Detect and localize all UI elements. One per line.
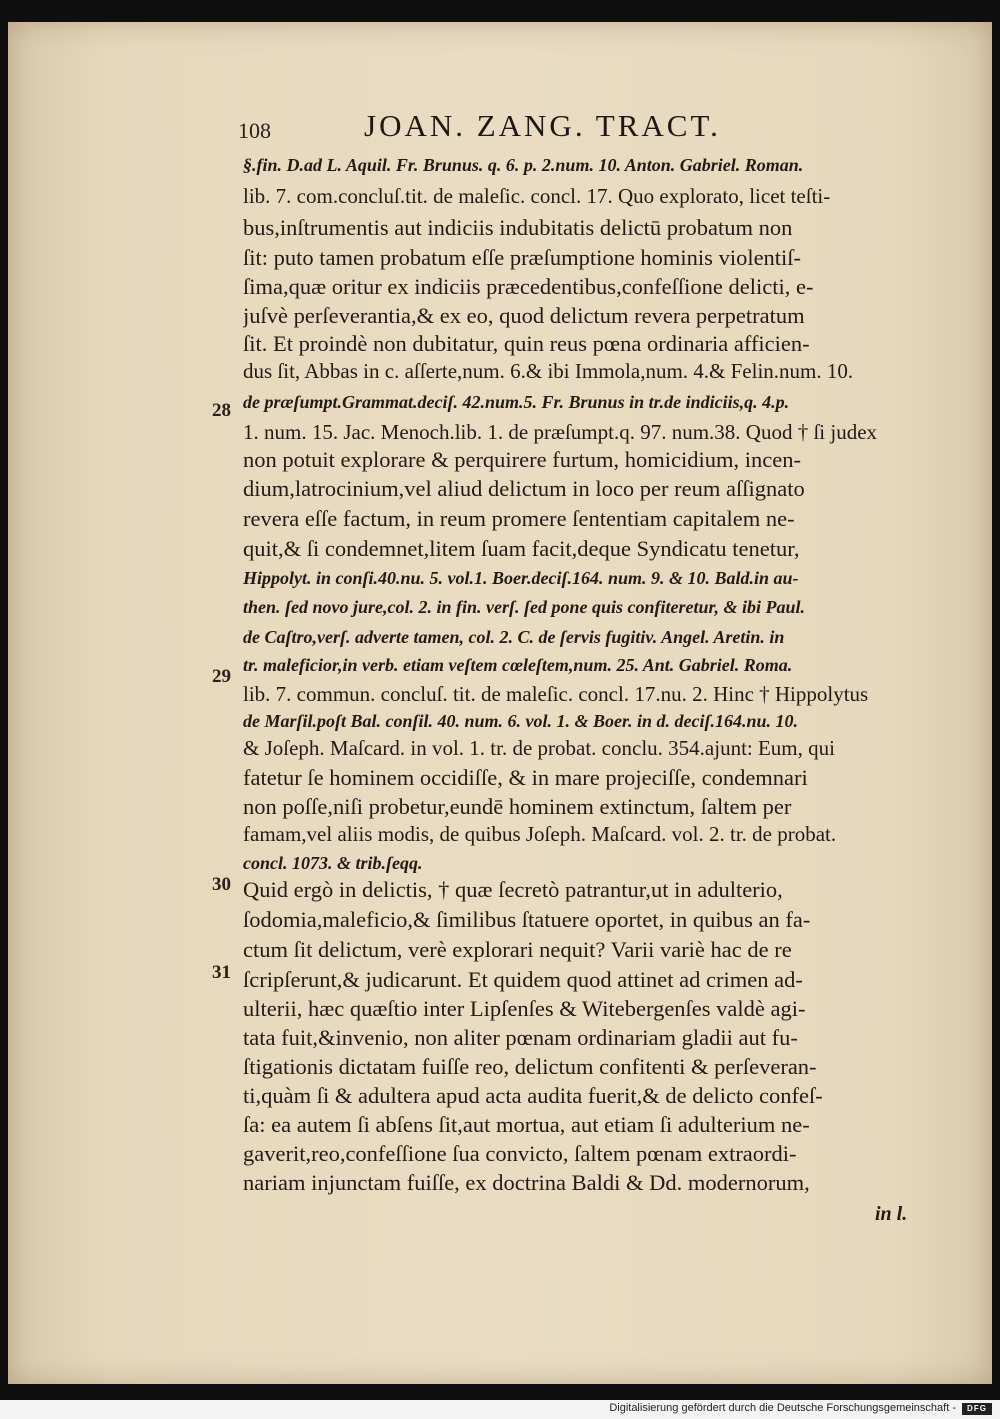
text-line: nariam injunctam fuiſſe, ex doctrina Baldi & Dd. modernorum, bbox=[243, 1170, 810, 1195]
text-line: & Joſeph. Maſcard. in vol. 1. tr. de probat. conclu. 354.ajunt: Eum, qui bbox=[243, 736, 835, 760]
text-line: fatetur ſe hominem occidiſſe, & in mare projeciſſe, condemnari bbox=[243, 765, 808, 790]
text-line: bus,inſtrumentis aut indiciis indubitatis delictū probatum non bbox=[243, 215, 793, 240]
text-line: Quid ergò in delictis, † quæ ſecretò patrantur,ut in adulterio, bbox=[243, 877, 783, 902]
margin-number: 31 bbox=[212, 962, 231, 983]
funding-notice: Digitalisierung gefördert durch die Deutsche Forschungsgemeinschaft - bbox=[609, 1402, 956, 1414]
text-line: de Marſil.poſt Bal. conſil. 40. num. 6. vol. 1. & Boer. in d. deciſ.164.nu. 10. bbox=[243, 711, 799, 731]
text-line: gaverit,reo,confeſſione ſua convicto, ſaltem pœnam extraordi- bbox=[243, 1141, 797, 1166]
text-line: non potuit explorare & perquirere furtum, homicidium, incen- bbox=[243, 447, 801, 472]
text-line: ſima,quæ oritur ex indiciis præcedentibus,confeſſione delicti, e- bbox=[243, 274, 814, 299]
text-line: lib. 7. commun. concluſ. tit. de maleſic. concl. 17.nu. 2. Hinc † Hippolytus bbox=[243, 682, 869, 706]
text-line: ſcripſerunt,& judicarunt. Et quidem quod attinet ad crimen ad- bbox=[243, 967, 803, 992]
running-head bbox=[232, 108, 792, 148]
margin-number: 30 bbox=[212, 874, 231, 895]
text-line: 1. num. 15. Jac. Menoch.lib. 1. de præſumpt.q. 97. num.38. Quod † ſi judex bbox=[243, 420, 878, 444]
text-line: ulterii, hæc quæſtio inter Lipſenſes & Witebergenſes valdè agi- bbox=[243, 996, 806, 1021]
text-line: ctum ſit delictum, verè explorari nequit? Varii variè hac de re bbox=[243, 937, 792, 962]
text-line: ſodomia,maleficio,& ſimilibus ſtatuere oportet, in quibus an fa- bbox=[243, 907, 811, 932]
text-line: ſit. Et proindè non dubitatur, quin reus pœna ordinaria afficien- bbox=[243, 331, 810, 356]
text-line: then. ſed novo jure,col. 2. in fin. verſ. ſed pone quis confiteretur, & ibi Paul. bbox=[243, 597, 805, 617]
text-line: tr. maleficior,in verb. etiam veſtem cœleſtem,num. 25. Ant. Gabriel. Roma. bbox=[243, 655, 793, 675]
text-line: quit,& ſi condemnet,litem ſuam facit,deque Syndicatu tenetur, bbox=[243, 536, 800, 561]
text-line: dus ſit, Abbas in c. aſſerte,num. 6.& ibi Immola,num. 4.& Felin.num. 10. bbox=[243, 359, 854, 383]
text-line: ſit: puto tamen probatum eſſe præſumptione hominis violentiſ- bbox=[243, 245, 802, 270]
text-line: dium,latrocinium,vel aliud delictum in loco per reum aſſignato bbox=[243, 476, 805, 501]
text-line: revera eſſe factum, in reum promere ſententiam capitalem ne- bbox=[243, 506, 795, 531]
text-line: tata fuit,&invenio, non aliter pœnam ordinariam gladii aut fu- bbox=[243, 1025, 798, 1050]
text-line: juſvè perſeverantia,& ex eo, quod delictum revera perpetratum bbox=[243, 303, 805, 328]
text-line: concl. 1073. & trib.ſeqq. bbox=[243, 853, 423, 873]
footer-bar bbox=[0, 1400, 1000, 1419]
text-line: lib. 7. com.concluſ.tit. de maleſic. concl. 17. Quo explorato, licet teſti- bbox=[243, 184, 831, 208]
text-line: ti,quàm ſi & adultera apud acta audita fuerit,& de delicto confeſ- bbox=[243, 1083, 823, 1108]
running-title: JOAN. ZANG. TRACT. bbox=[364, 108, 721, 143]
margin-number: 28 bbox=[212, 400, 231, 421]
text-line: ſtigationis dictatam fuiſſe reo, delictum confitenti & perſeveran- bbox=[243, 1054, 817, 1079]
text-line: non poſſe,niſi probetur,eundē hominem extinctum, ſaltem per bbox=[243, 794, 792, 819]
text-line: famam,vel aliis modis, de quibus Joſeph. Maſcard. vol. 2. tr. de probat. bbox=[243, 822, 837, 846]
dfg-logo: DFG bbox=[962, 1403, 992, 1415]
page-number: 108 bbox=[238, 118, 271, 143]
text-line: Hippolyt. in conſi.40.nu. 5. vol.1. Boer.deciſ.164. num. 9. & 10. Bald.in au- bbox=[243, 568, 799, 588]
margin-number: 29 bbox=[212, 666, 231, 687]
catchword: in l. bbox=[875, 1203, 908, 1225]
text-line: de Caſtro,verſ. adverte tamen, col. 2. C. de ſervis fugitiv. Angel. Aretin. in bbox=[243, 627, 785, 647]
text-line: de præſumpt.Grammat.deciſ. 42.num.5. Fr. Brunus in tr.de indiciis,q. 4.p. bbox=[243, 392, 790, 412]
text-line: §.fin. D.ad L. Aquil. Fr. Brunus. q. 6. p. 2.num. 10. Anton. Gabriel. Roman. bbox=[243, 155, 804, 175]
text-line: ſa: ea autem ſi abſens ſit,aut mortua, aut etiam ſi adulterium ne- bbox=[243, 1112, 810, 1137]
